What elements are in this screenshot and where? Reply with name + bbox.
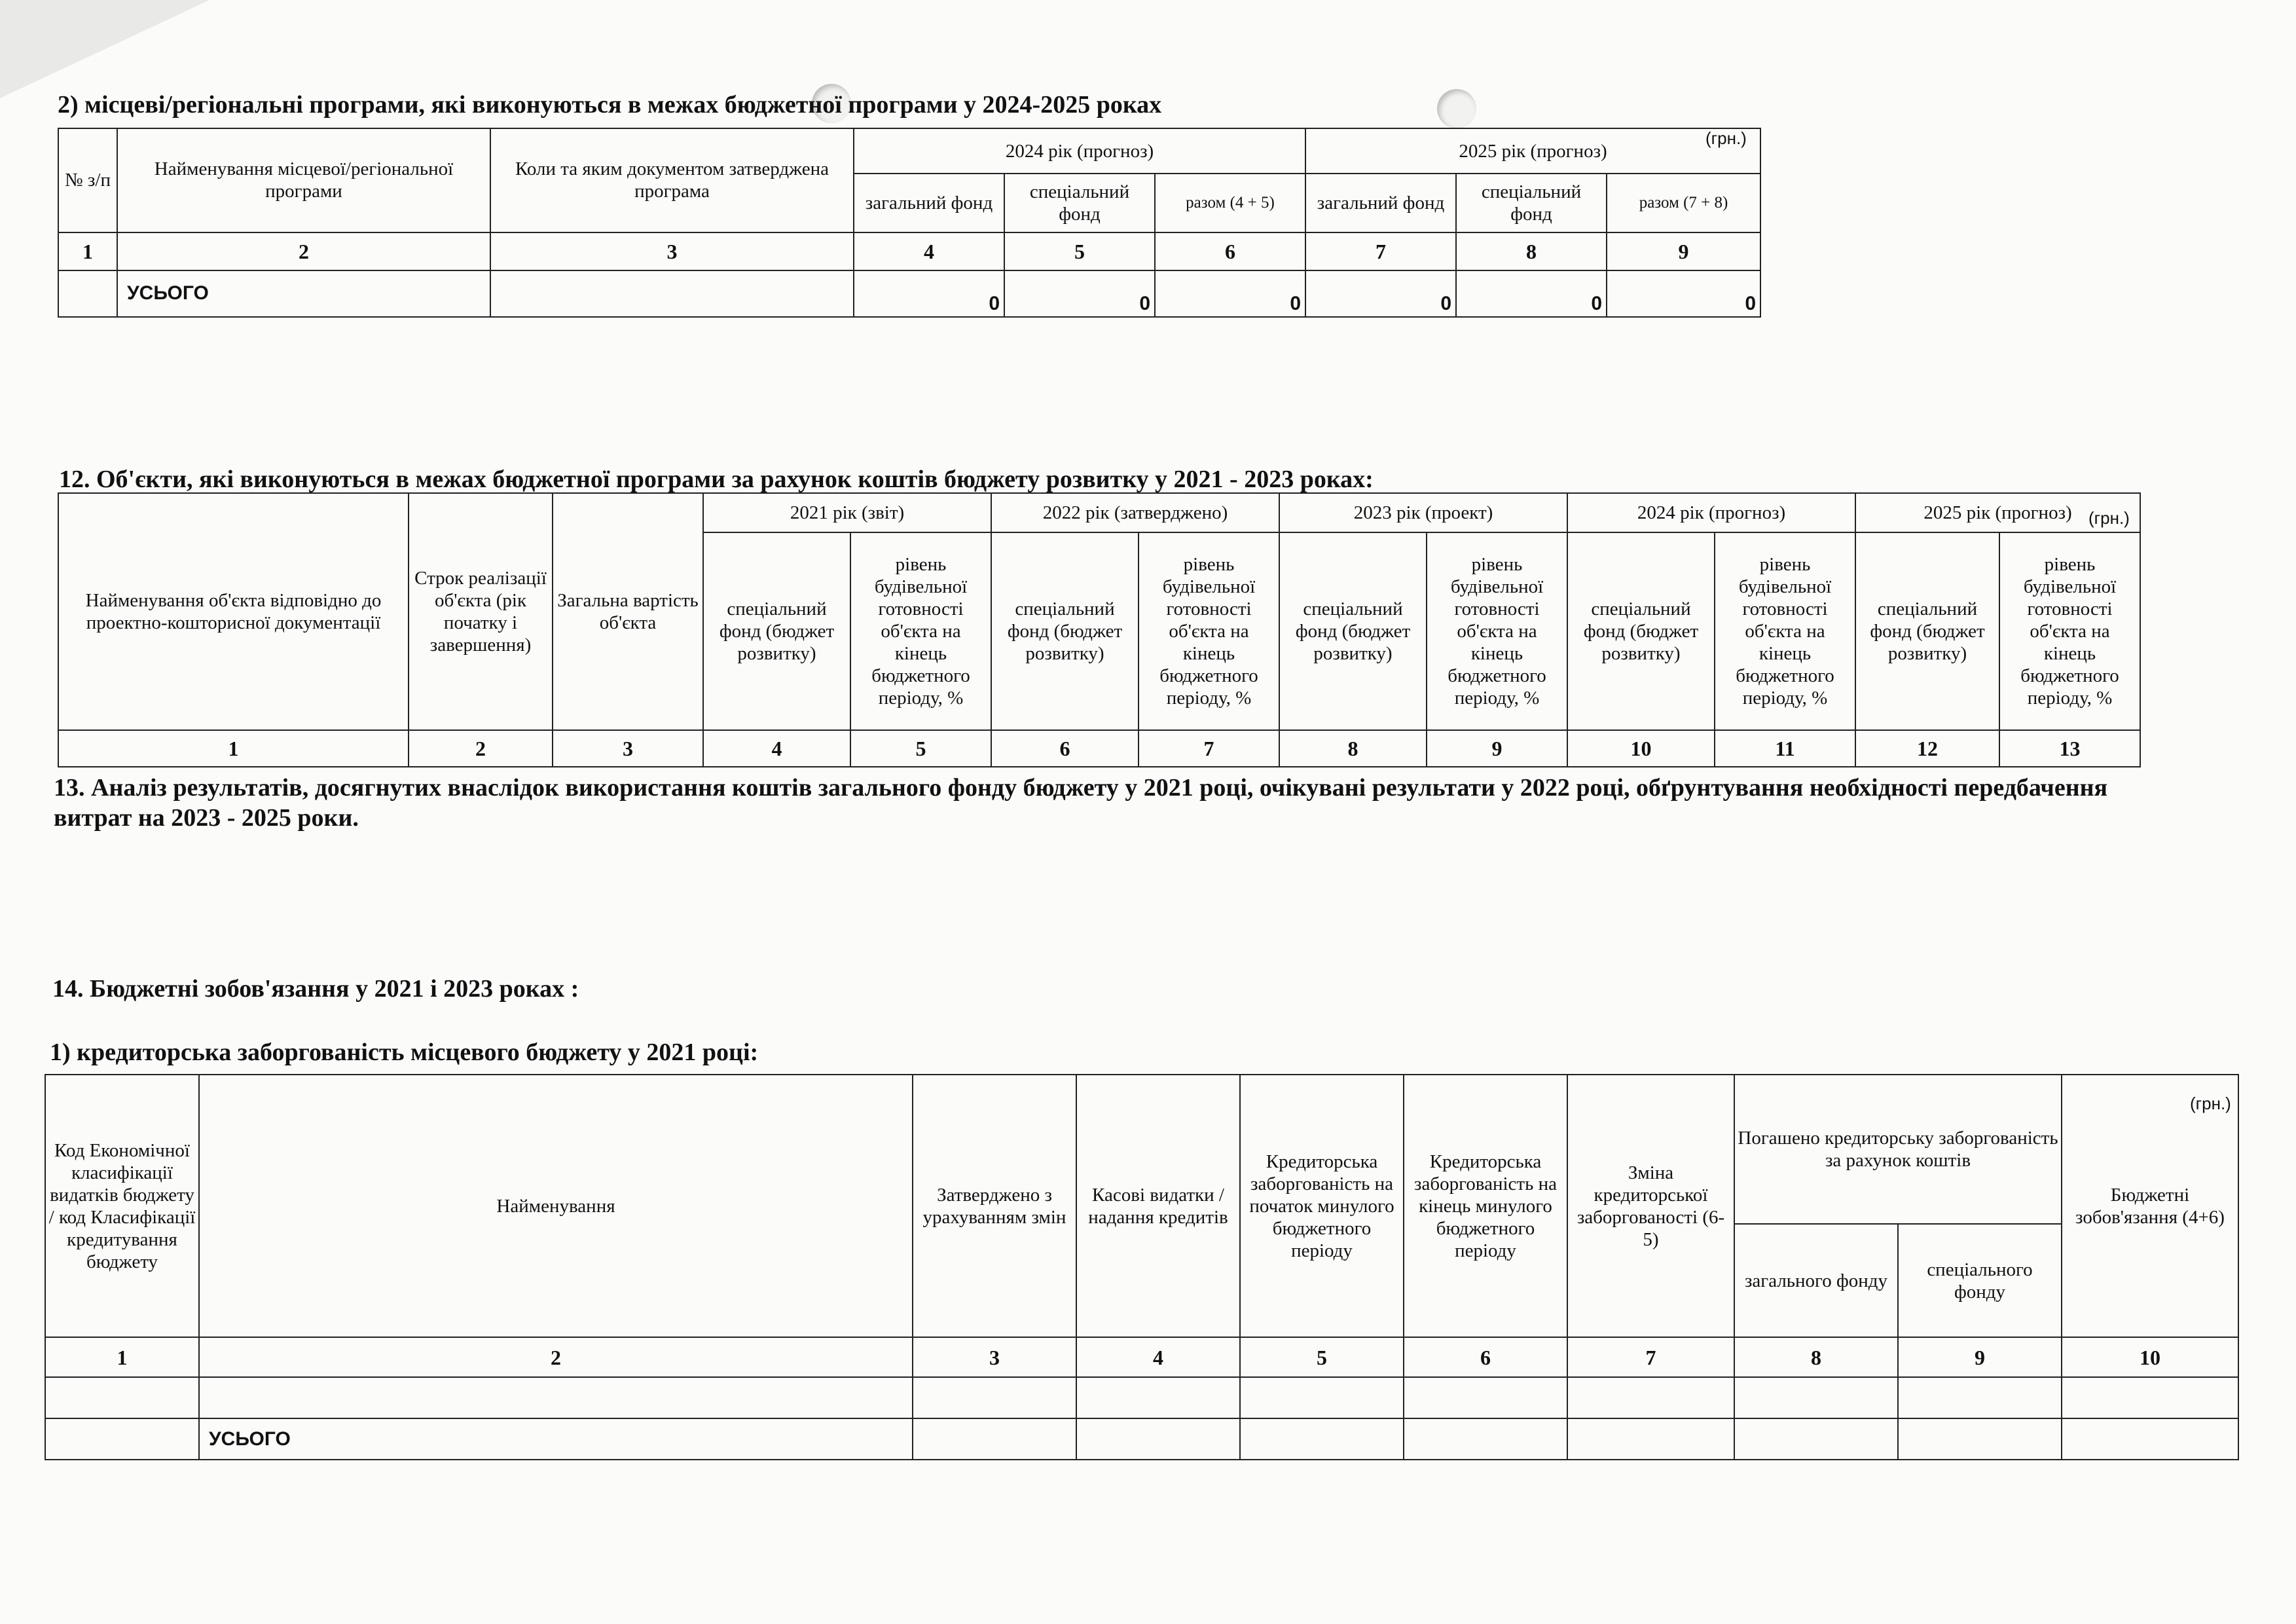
header-object-name: Найменування об'єкта відповідно до проектно-кошторисної документації — [58, 493, 409, 730]
header-implementation-term: Строк реалізації об'єкта (рік початку і завершення) — [409, 493, 553, 730]
header-general-fund: загальний фонд — [854, 174, 1004, 232]
total-value: 0 — [1456, 270, 1607, 317]
column-number: 7 — [1567, 1337, 1734, 1377]
column-number: 5 — [1004, 232, 1155, 270]
header-general-fund: загальний фонд — [1305, 174, 1456, 232]
header-classification-code: Код Економічної класифікації видатків бюджету / код Класифікації кредитування бюджету — [45, 1075, 199, 1337]
section-13-title: 13. Аналіз результатів, досягнутих внаслідок використання коштів загального фонду бюджету у 2021 році, очікувані результати у 2022 році, обґрунтування необхідності передбачення витрат на 2023 - 2025 роки. — [54, 774, 2108, 832]
empty-cell — [2062, 1418, 2238, 1460]
column-number: 2 — [199, 1337, 913, 1377]
column-number: 5 — [850, 730, 991, 767]
total-row-label: УСЬОГО — [199, 1418, 913, 1460]
column-number: 13 — [1999, 730, 2140, 767]
header-debt-end: Кредиторська заборгованість на кінець минулого бюджетного періоду — [1404, 1075, 1567, 1337]
column-number: 4 — [703, 730, 850, 767]
empty-cell — [199, 1377, 913, 1418]
empty-cell — [913, 1377, 1076, 1418]
header-special-fund: спеціальний фонд — [1004, 174, 1155, 232]
total-row-approval — [490, 270, 854, 317]
column-number: 4 — [1076, 1337, 1240, 1377]
empty-cell — [1076, 1418, 1240, 1460]
column-number: 9 — [1898, 1337, 2062, 1377]
header-special-fund-development: спеціальний фонд (бюджет розвитку) — [1567, 532, 1715, 729]
header-special-fund: спеціального фонду — [1898, 1224, 2062, 1338]
column-number: 5 — [1240, 1337, 1404, 1377]
column-number: 1 — [58, 232, 117, 270]
column-number: 11 — [1715, 730, 1855, 767]
column-number: 10 — [1567, 730, 1715, 767]
header-total-cost: Загальна вартість об'єкта — [553, 493, 703, 730]
column-number: 12 — [1855, 730, 1999, 767]
empty-cell — [45, 1418, 199, 1460]
header-year-2025: 2025 рік (прогноз) — [1305, 128, 1760, 174]
column-number: 6 — [1155, 232, 1305, 270]
empty-cell — [1898, 1418, 2062, 1460]
column-number: 1 — [45, 1337, 199, 1377]
header-special-fund: спеціальний фонд — [1456, 174, 1607, 232]
column-number: 9 — [1607, 232, 1760, 270]
header-num: № з/п — [58, 128, 117, 232]
header-program-name: Найменування місцевої/регіональної програми — [117, 128, 490, 232]
column-number: 1 — [58, 730, 409, 767]
section-14-title: 14. Бюджетні зобов'язання у 2021 і 2023 роках : — [52, 975, 579, 1003]
empty-cell — [1567, 1377, 1734, 1418]
header-name: Найменування — [199, 1075, 913, 1337]
header-year-2025: 2025 рік (прогноз) — [1855, 493, 2140, 532]
empty-cell — [1567, 1418, 1734, 1460]
header-readiness-level: рівень будівельної готовності об'єкта на кінець бюджетного періоду, % — [1427, 532, 1567, 729]
column-number: 7 — [1139, 730, 1279, 767]
total-value: 0 — [1155, 270, 1305, 317]
unit-label: (грн.) — [1705, 128, 1747, 148]
empty-cell — [1240, 1418, 1404, 1460]
empty-cell — [1404, 1377, 1567, 1418]
column-number: 8 — [1456, 232, 1607, 270]
folded-page-corner — [0, 0, 210, 98]
development-objects-table — [58, 492, 2141, 767]
total-value: 0 — [854, 270, 1004, 317]
total-row-num — [58, 270, 117, 317]
punch-hole — [1437, 89, 1476, 128]
column-number: 3 — [553, 730, 703, 767]
empty-cell — [1404, 1418, 1567, 1460]
unit-label: (грн.) — [2088, 508, 2130, 528]
header-readiness-level: рівень будівельної готовності об'єкта на кінець бюджетного періоду, % — [850, 532, 991, 729]
empty-cell — [913, 1418, 1076, 1460]
header-year-2022: 2022 рік (затверджено) — [991, 493, 1279, 532]
column-number: 2 — [409, 730, 553, 767]
empty-cell — [1734, 1377, 1898, 1418]
column-number: 6 — [1404, 1337, 1567, 1377]
unit-label: (грн.) — [2190, 1094, 2231, 1113]
column-number: 6 — [991, 730, 1139, 767]
total-value: 0 — [1305, 270, 1456, 317]
creditor-debt-table — [45, 1074, 2239, 1460]
header-year-2024: 2024 рік (прогноз) — [854, 128, 1305, 174]
header-readiness-level: рівень будівельної готовності об'єкта на кінець бюджетного періоду, % — [1139, 532, 1279, 729]
column-number: 3 — [913, 1337, 1076, 1377]
header-approval-document: Коли та яким документом затверджена програма — [490, 128, 854, 232]
header-readiness-level: рівень будівельної готовності об'єкта на кінець бюджетного періоду, % — [1999, 532, 2140, 729]
header-approved-with-changes: Затверджено з урахуванням змін — [913, 1075, 1076, 1337]
column-number: 8 — [1279, 730, 1427, 767]
header-special-fund-development: спеціальний фонд (бюджет розвитку) — [1279, 532, 1427, 729]
regional-programs-table — [58, 128, 1761, 318]
header-sum-2024: разом (4 + 5) — [1155, 174, 1305, 232]
header-readiness-level: рівень будівельної готовності об'єкта на кінець бюджетного періоду, % — [1715, 532, 1855, 729]
empty-cell — [1240, 1377, 1404, 1418]
section-11-2-title: 2) місцеві/регіональні програми, які виконуються в межах бюджетної програми у 2024-2025 роках — [58, 91, 1162, 119]
empty-cell — [1734, 1418, 1898, 1460]
section-12-title: 12. Об'єкти, які виконуються в межах бюджетної програми за рахунок коштів бюджету розвитку у 2021 - 2023 роках: — [59, 466, 1374, 493]
header-year-2024: 2024 рік (прогноз) — [1567, 493, 1855, 532]
column-number: 10 — [2062, 1337, 2238, 1377]
total-value: 0 — [1607, 270, 1760, 317]
total-value: 0 — [1004, 270, 1155, 317]
column-number: 4 — [854, 232, 1004, 270]
column-number: 3 — [490, 232, 854, 270]
column-number: 7 — [1305, 232, 1456, 270]
header-cash-expenditures: Касові видатки / надання кредитів — [1076, 1075, 1240, 1337]
header-special-fund-development: спеціальний фонд (бюджет розвитку) — [1855, 532, 1999, 729]
header-year-2021: 2021 рік (звіт) — [703, 493, 991, 532]
section-14-subtitle: 1) кредиторська заборгованість місцевого бюджету у 2021 році: — [50, 1039, 759, 1066]
empty-cell — [1076, 1377, 1240, 1418]
empty-cell — [2062, 1377, 2238, 1418]
column-number: 9 — [1427, 730, 1567, 767]
column-number: 2 — [117, 232, 490, 270]
header-special-fund-development: спеціальний фонд (бюджет розвитку) — [991, 532, 1139, 729]
header-budget-obligations: Бюджетні зобов'язання (4+6) — [2062, 1075, 2238, 1337]
column-number: 8 — [1734, 1337, 1898, 1377]
header-debt-repaid: Погашено кредиторську заборгованість за рахунок коштів — [1734, 1075, 2062, 1224]
header-general-fund: загального фонду — [1734, 1224, 1898, 1338]
header-debt-start: Кредиторська заборгованість на початок минулого бюджетного періоду — [1240, 1075, 1404, 1337]
empty-cell — [1898, 1377, 2062, 1418]
empty-cell — [45, 1377, 199, 1418]
header-special-fund-development: спеціальний фонд (бюджет розвитку) — [703, 532, 850, 729]
header-sum-2025: разом (7 + 8) — [1607, 174, 1760, 232]
header-year-2023: 2023 рік (проект) — [1279, 493, 1567, 532]
header-debt-change: Зміна кредиторської заборгованості (6-5) — [1567, 1075, 1734, 1337]
total-row-label: УСЬОГО — [117, 270, 490, 317]
